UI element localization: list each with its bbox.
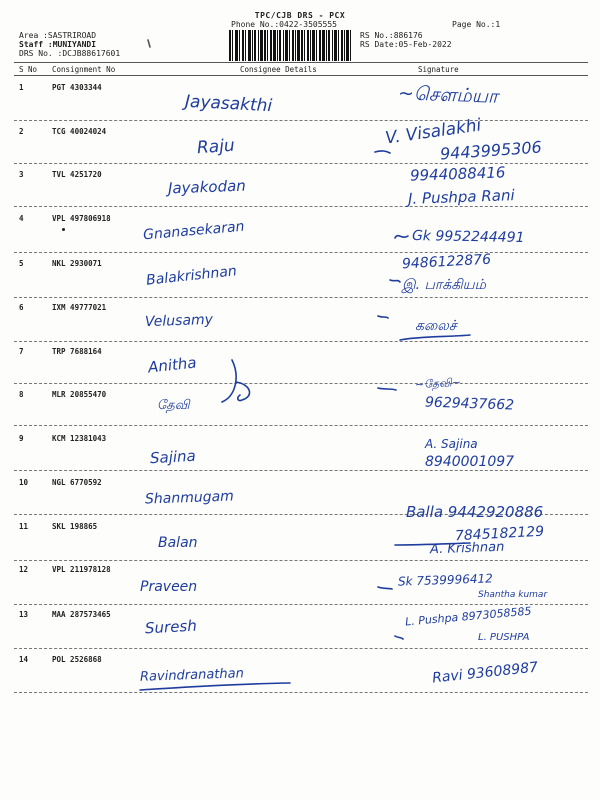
row-consignment: VPL 211978128	[52, 565, 111, 574]
consignee-handwriting: Ravindranathan	[139, 666, 245, 685]
consignee-handwriting: Velusamy	[144, 311, 214, 331]
row-sno: 8	[19, 390, 24, 399]
row-divider	[14, 383, 588, 384]
row-divider	[14, 604, 588, 605]
signature-name: L. PUSHPA	[478, 632, 530, 643]
row-sno: 9	[19, 434, 24, 443]
row-divider	[14, 470, 588, 471]
row-divider	[14, 692, 588, 693]
row-divider	[14, 425, 588, 426]
signature-phone: 9944088416	[409, 163, 506, 185]
staff-label: Staff :MUNIYANDI	[19, 40, 97, 49]
signature-handwriting: A. Sajina	[425, 437, 478, 451]
signature-handwriting: Ravi 93608987	[431, 659, 539, 687]
row-sno: 7	[19, 347, 24, 356]
header-top-rule	[14, 62, 588, 63]
signature-handwriting: A. Krishnan	[429, 539, 505, 558]
row-sno: 13	[19, 610, 29, 619]
row-divider	[14, 297, 588, 298]
consignee-handwriting: Anitha	[147, 353, 198, 377]
row-divider	[14, 341, 588, 342]
row-consignment: TCG 40024024	[52, 127, 107, 136]
row-sno: 4	[19, 214, 24, 223]
row-sno: 14	[19, 655, 29, 664]
row-sno: 5	[19, 259, 24, 268]
signature-phone: 9629437662	[424, 394, 515, 414]
row-consignment: TRP 7688164	[52, 347, 102, 356]
row-consignment: NGL 6770592	[52, 478, 102, 487]
document-title: TPC/CJB DRS - PCX	[254, 11, 346, 20]
header-bottom-rule	[14, 75, 588, 76]
column-sno: S No	[19, 65, 38, 74]
consignee-handwriting: தேவி	[157, 398, 190, 413]
row-consignment: KCM 12381043	[52, 434, 107, 443]
row-sno: 11	[19, 522, 29, 531]
row-divider	[14, 206, 588, 207]
signature-handwriting: J. Pushpa Rani	[407, 186, 515, 208]
row-sno: 12	[19, 565, 29, 574]
rs-number: RS No.:886176	[360, 31, 423, 40]
signature-phone: 7845182129	[454, 523, 545, 545]
area-label: Area :SASTRIROAD	[19, 31, 97, 40]
signature-phone: 8940001097	[425, 454, 515, 470]
row-consignment: IXM 49777021	[52, 303, 107, 312]
row-consignment: NKL 2930071	[52, 259, 102, 268]
signature-handwriting: கலைச்	[415, 318, 457, 334]
signature-handwriting: L. Pushpa 8973058585	[404, 604, 532, 629]
consignee-handwriting: Sajina	[149, 446, 197, 468]
signature-handwriting: Sk 7539996412	[397, 571, 493, 589]
signature-handwriting: V. Visalakhi	[384, 115, 483, 149]
phone-number: Phone No.:0422-3505555	[231, 20, 337, 29]
row-sno: 1	[19, 83, 24, 92]
row-sno: 6	[19, 303, 24, 312]
ink-speck	[62, 228, 65, 231]
consignee-handwriting: Raju	[196, 135, 236, 159]
barcode	[229, 30, 351, 61]
consignee-handwriting: Balakrishnan	[145, 263, 238, 289]
signature-handwriting: Gk 9952244491	[411, 228, 525, 246]
consignee-handwriting: Gnanasekaran	[142, 218, 246, 244]
consignee-handwriting: Jayakodan	[167, 176, 247, 198]
row-consignment: MLR 20855470	[52, 390, 107, 399]
signature-handwriting: ~சௌம்யா	[397, 82, 499, 108]
row-consignment: PGT 4303344	[52, 83, 102, 92]
page-number: Page No.:1	[452, 20, 501, 29]
consignee-handwriting: Shanmugam	[144, 488, 235, 508]
row-consignment: MAA 287573465	[52, 610, 111, 619]
column-consignee: Consignee Details	[240, 65, 317, 74]
signature-handwriting: இ. பாக்கியம்	[402, 277, 486, 293]
consignee-handwriting: Balan	[158, 535, 198, 551]
consignee-handwriting: Praveen	[140, 579, 198, 595]
row-consignment: SKL 198865	[52, 522, 98, 531]
row-sno: 10	[19, 478, 29, 487]
drs-number: DRS No. :DCJB88617601	[19, 49, 121, 58]
row-divider	[14, 648, 588, 649]
row-sno: 3	[19, 170, 24, 179]
column-signature: Signature	[418, 65, 459, 74]
signature-handwriting: Balla 9442920886	[406, 503, 544, 521]
rs-date: RS Date:05-Feb-2022	[360, 40, 452, 49]
column-consignment: Consignment No	[52, 65, 116, 74]
row-divider	[14, 120, 588, 121]
row-divider	[14, 560, 588, 561]
row-consignment: POL 2526868	[52, 655, 102, 664]
row-consignment: VPL 497806918	[52, 214, 111, 223]
row-sno: 2	[19, 127, 24, 136]
row-consignment: TVL 4251720	[52, 170, 102, 179]
signature-phone: 9486122876	[401, 251, 492, 273]
signature-name: Shantha kumar	[478, 590, 548, 600]
consignee-handwriting: Suresh	[144, 616, 198, 638]
signature-handwriting: ~தேவி~	[414, 375, 462, 392]
consignee-handwriting: Jayasakthi	[184, 91, 273, 117]
signature-phone: 9443995306	[439, 137, 543, 164]
row-divider	[14, 252, 588, 253]
